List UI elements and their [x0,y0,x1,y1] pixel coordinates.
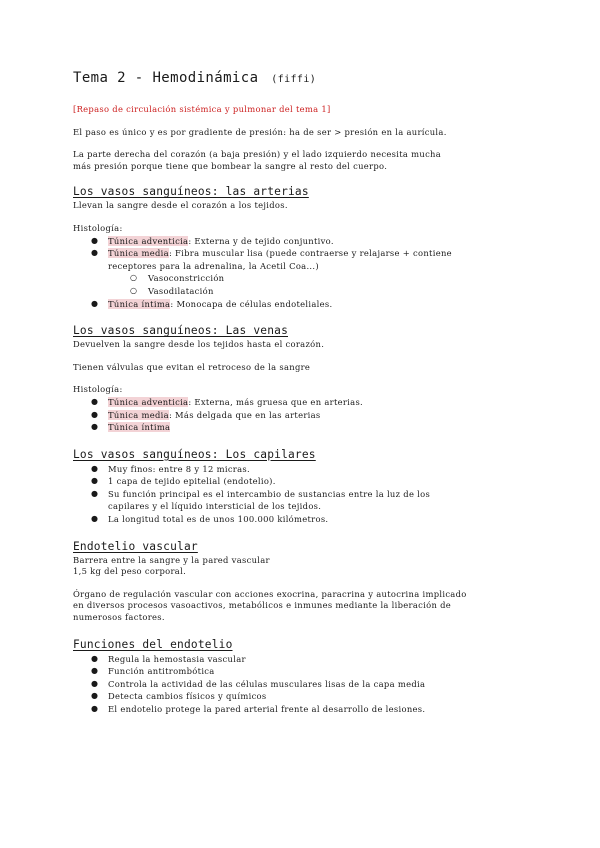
venas-histologia-label: Histología: [73,384,123,395]
arterias-list [73,235,543,311]
bullet-icon: ● [91,463,99,473]
list-item-text: : Más delgada que en las arterias [168,409,321,420]
sub-list-item-text: Vasoconstricción [148,273,225,284]
bullet-icon: ● [91,488,99,498]
venas-desc: Devuelven la sangre desde los tejidos hasta el corazón. [73,339,325,350]
list-item-text-cont: capilares y el líquido intersticial de los tejidos. [108,501,322,512]
arterias-desc: Llevan la sangre desde el corazón a los tejidos. [73,200,288,211]
bullet-icon: ● [91,666,99,676]
intro-paragraph-2a: La parte derecha del corazón (a baja presión) y el lado izquierdo necesita mucha [73,149,442,160]
arterias-sublist [108,272,543,297]
bullet-icon: ● [91,514,99,524]
list-item [91,298,543,311]
section-heading-endotelio: Endotelio vascular [73,539,198,553]
circle-bullet-icon: ○ [130,273,138,283]
list-item-text: Detecta cambios físicos y químicos [108,691,267,702]
list-item-text: : Externa, más gruesa que en arterias. [188,396,364,407]
section-heading-arterias: Los vasos sanguíneos: las arterias [73,185,309,199]
list-item [91,513,543,526]
highlighted-term: Túnica adventicia [108,235,189,246]
endotelio-organo-3: numerosos factores. [73,612,165,623]
section-heading-funciones: Funciones del endotelio [73,637,233,651]
capilares-list [73,463,543,526]
list-item-text-cont: receptores para la adrenalina, la Acetil Coa...) [108,260,319,271]
list-item [91,409,543,422]
highlighted-term: Túnica íntima [108,422,171,433]
list-item [91,665,543,678]
sub-list-item-text: Vasodilatación [148,285,214,296]
highlighted-term: Túnica íntima [108,298,171,309]
sub-list-item [130,285,543,298]
list-item-text: Regula la hemostasia vascular [108,653,246,664]
endotelio-organo-2: en diversos procesos vasoactivos, metabólicos e inmunes mediante la liberación de [73,600,452,611]
list-item-text: Controla la actividad de las células musculares lisas de la capa media [108,678,426,689]
bullet-icon: ● [91,704,99,713]
list-item [91,235,543,248]
list-item [91,488,543,513]
bullet-icon: ● [91,653,99,663]
list-item [91,678,543,691]
list-item [91,463,543,476]
section-heading-capilares: Los vasos sanguíneos: Los capilares [73,447,316,461]
list-item-text: El endotelio protege la pared arterial frente al desarrollo de lesiones. [108,704,426,714]
highlighted-term: Túnica media [108,248,169,259]
endotelio-line-1: Barrera entre la sangre y la pared vascular [73,554,270,565]
list-item [91,653,543,666]
list-item [91,396,543,409]
bullet-icon: ● [91,248,99,258]
bullet-icon: ● [91,409,99,419]
list-item [91,703,543,716]
bullet-icon: ● [91,678,99,688]
intro-paragraph-1: El paso es único y es por gradiente de presión: ha de ser > presión en la aurícula. [73,126,447,137]
list-item-text: La longitud total es de unos 100.000 kilómetros. [108,514,329,525]
bullet-icon: ● [91,691,99,701]
bullet-icon: ● [91,422,99,432]
bullet-icon: ● [91,476,99,486]
venas-valvulas: Tienen válvulas que evitan el retroceso de la sangre [73,361,311,372]
page-title [73,70,543,86]
highlighted-term: Túnica media [108,409,169,420]
bullet-icon: ● [91,235,99,245]
title-sub: (fiffi) [271,74,317,85]
sub-list-item [130,272,543,285]
list-item [91,247,543,297]
document-page [73,70,543,716]
list-item-text: 1 capa de tejido epitelial (endotelio). [108,476,276,487]
list-item-text: Muy finos: entre 8 y 12 micras. [108,463,250,474]
venas-list [73,396,543,434]
repaso-note: [Repaso de circulación sistémica y pulmonar del tema 1] [73,104,331,114]
list-item-text: : Monocapa de células endoteliales. [170,298,333,309]
list-item-text: : Fibra muscular lisa (puede contraerse y relajarse + contiene [168,248,452,259]
list-item-text: Función antitrombótica [108,666,215,677]
list-item-text: Su función principal es el intercambio de sustancias entre la luz de los [108,488,431,499]
endotelio-organo-1: Órgano de regulación vascular con acciones exocrina, paracrina y autocrina implicado [73,588,467,599]
bullet-icon: ● [91,396,99,406]
funciones-list [73,653,543,716]
bullet-icon: ● [91,298,99,308]
list-item-text: : Externa y de tejido conjuntivo. [188,235,334,246]
section-heading-venas: Los vasos sanguíneos: Las venas [73,324,288,338]
circle-bullet-icon: ○ [130,285,138,295]
arterias-histologia-label: Histología: [73,222,123,233]
list-item [91,690,543,703]
list-item [91,421,543,434]
highlighted-term: Túnica adventicia [108,396,189,407]
list-item [91,475,543,488]
endotelio-line-2: 1,5 kg del peso corporal. [73,566,187,577]
title-main: Tema 2 - Hemodinámica [73,70,259,86]
intro-paragraph-2b: más presión porque tiene que bombear la sangre al resto del cuerpo. [73,160,388,171]
